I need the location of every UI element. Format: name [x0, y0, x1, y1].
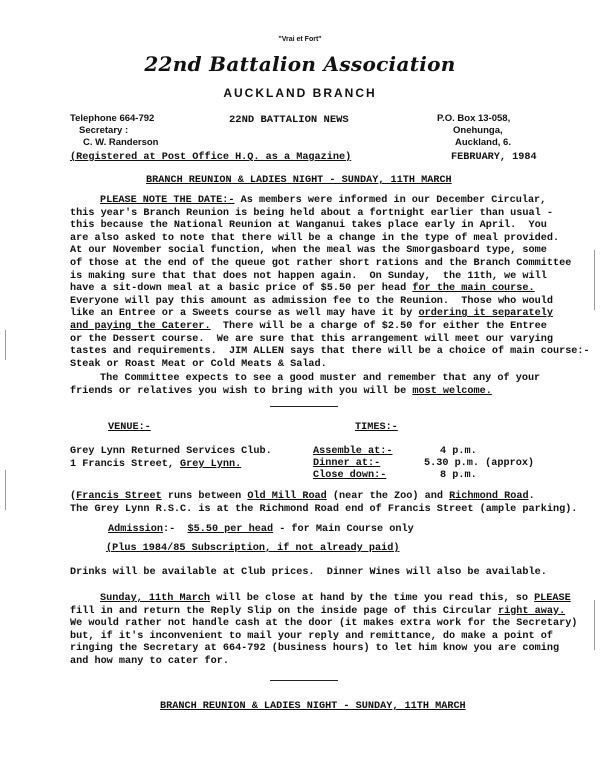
drinks-note: Drinks will be available at Club prices. Dinner Wines will also be available. — [70, 567, 547, 578]
scan-mark — [594, 600, 595, 650]
time-row-label: Assemble at:- — [313, 446, 393, 457]
committee-paragraph: The Committee expects to see a good muster and remember that any of your friends or relatives you wish to bring with you will be most welcome. — [70, 373, 541, 397]
registered-note: (Registered at Post Office H.Q. as a Magazine) — [70, 152, 352, 163]
branch-name: AUCKLAND BRANCH — [223, 86, 377, 100]
time-row-label: Dinner at:- — [313, 458, 381, 469]
time-row-value: 5.30 p.m. (approx) — [424, 458, 535, 469]
secretary-label: Secretary : — [79, 125, 129, 136]
time-row-value: 4 p.m. — [440, 446, 477, 457]
po-box: P.O. Box 13-058, — [437, 113, 511, 124]
footer-headline: BRANCH REUNION & LADIES NIGHT - SUNDAY, 11TH MARCH — [160, 701, 466, 712]
subscription-note: (Plus 1984/85 Subscription, if not already paid) — [106, 543, 400, 554]
newsletter-name: 22ND BATTALION NEWS — [229, 114, 349, 126]
directions: (Francis Street runs between Old Mill Road (near the Zoo) and Richmond Road. The Grey Lynn R.S.C. is at the Richmond Road end of Francis Street (ample parking). — [70, 491, 578, 515]
time-row-value: 8 p.m. — [440, 470, 477, 481]
city: Auckland, 6. — [455, 137, 511, 148]
association-title: 22nd Battalion Association — [144, 52, 456, 76]
scan-mark — [5, 330, 6, 360]
venue-address: Grey Lynn Returned Services Club. 1 Francis Street, Grey Lynn. — [70, 446, 272, 470]
suburb: Onehunga, — [453, 125, 503, 136]
scan-mark — [5, 470, 6, 510]
time-row-label: Close down:- — [313, 470, 387, 481]
section-divider — [270, 406, 338, 407]
headline: BRANCH REUNION & LADIES NIGHT - SUNDAY, 11TH MARCH — [146, 175, 452, 186]
intro-paragraph: PLEASE NOTE THE DATE:- As members were informed in our December Circular, this year's Branch Reunion is being held about a fortnight earlier than usual - this because the National Reunion at Wanganui takes place early in April. You are also asked to note that there will be a change in the type of meal provided. At our November social function, when the meal was the Smorgasboard type, some of those at the end of the queue got rather short rations and the Branch Committee is making sure that that does not happen again. On Sunday, the 11th, we will have a sit-down meal at a basic price of $5.50 per head for the main course. Everyone will pay this amount as admission fee to the Reunion. Those who would like an Entree or a Sweets course as well may have it by ordering it separately and paying the Caterer. There will be a charge of $2.50 for either the Entree or the Dessert course. We are sure that this arrangement will meet our varying tastes and requirements. JIM ALLEN says that there will be a choice of main course:- Steak or Roast Meat or Cold Meats & Salad. — [70, 195, 590, 370]
secretary-name: C. W. Randerson — [83, 137, 159, 148]
motto: "Vrai et Fort" — [278, 36, 322, 43]
scan-mark — [594, 250, 595, 310]
venue-label: VENUE:- — [108, 422, 151, 433]
times-label: TIMES:- — [355, 422, 398, 433]
note-date-lead: PLEASE NOTE THE DATE:- — [100, 195, 235, 206]
issue-date: FEBRUARY, 1984 — [451, 152, 537, 163]
telephone: Telephone 664-792 — [70, 113, 155, 124]
section-divider — [270, 680, 338, 681]
admission-line: Admission:- $5.50 per head - for Main Course only — [108, 524, 414, 535]
reply-paragraph: Sunday, 11th March will be close at hand by the time you read this, so PLEASE fill in and return the Reply Slip on the inside page of this Circular right away. We would rather not handle cash at the door (it makes extra work for the Secretary) but, if it's inconvenient to mail your reply and remittance, do make a point of ringing the Secretary at 664-792 (business hours) to let him know you are coming and how many to cater for. — [70, 593, 578, 667]
